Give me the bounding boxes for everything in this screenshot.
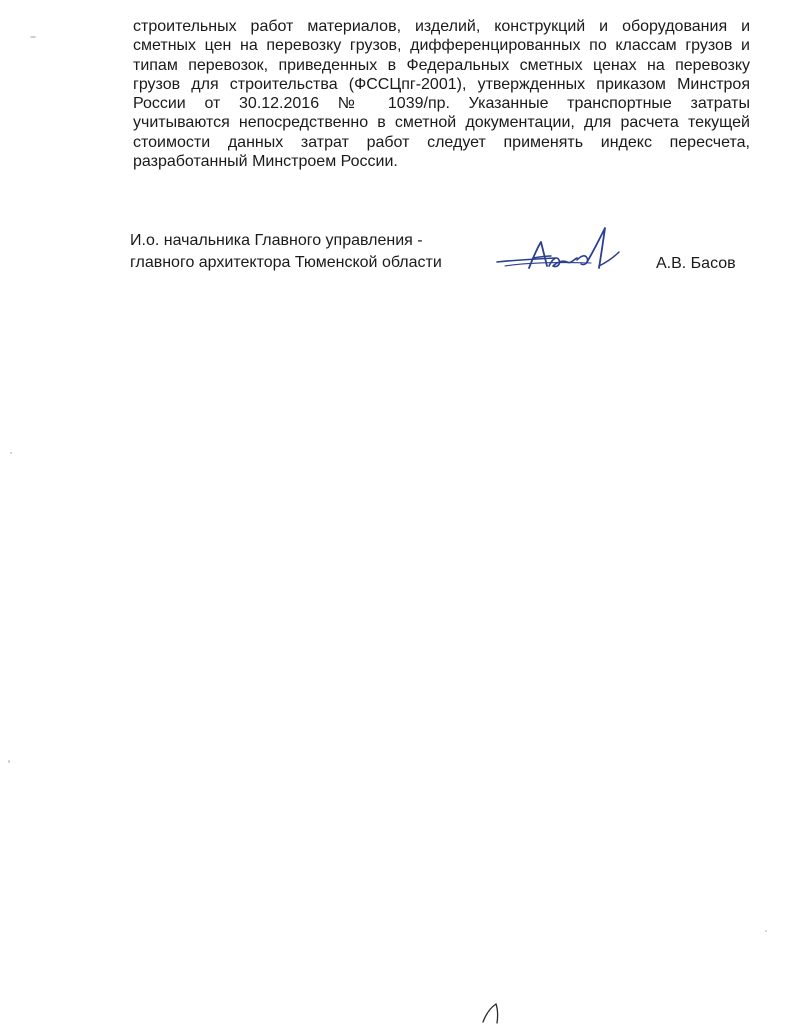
body-line: типам перевозок, приведенных в Федеральных сметных ценах на перевозку [133,56,750,74]
scan-speck [765,930,767,932]
signatory-position [130,230,442,274]
scan-mark [478,996,508,1024]
body-line: России от 30.12.2016 № 1039/пр. Указанные транспортные затраты [133,95,750,113]
body-paragraph [133,17,750,171]
scan-speck [8,760,10,763]
signatory-position-line: И.о. начальника Главного управления - [130,232,423,249]
body-line: сметных цен на перевозку грузов, дифференцированных по классам грузов и [133,37,750,55]
body-line: грузов для строительства (ФССЦпг-2001), утвержденных приказом Минстроя [133,75,750,93]
scan-speck [30,36,36,38]
body-line: учитываются непосредственно в сметной документации, для расчета текущей [133,114,750,132]
body-line: стоимости данных затрат работ следует применять индекс пересчета, [133,133,750,151]
body-line: строительных работ материалов, изделий, конструкций и оборудования и [133,18,750,35]
signatory-name: А.В. Басов [656,255,736,272]
signatory-position-line: главного архитектора Тюменской области [130,254,442,271]
handwritten-signature [495,222,625,282]
scan-speck [10,452,12,454]
body-line: разработанный Минстроем России. [133,153,398,171]
